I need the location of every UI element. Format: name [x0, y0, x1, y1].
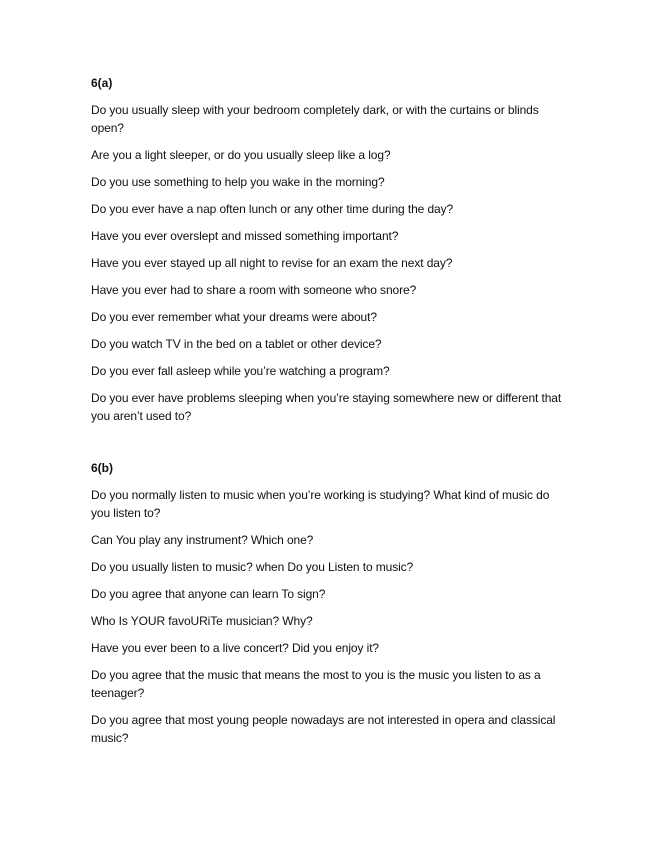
section-6a: [91, 74, 571, 434]
question-item: Do you ever have problems sleeping when you’re staying somewhere new or different that you aren’t used to?: [91, 391, 562, 423]
question-item: Do you agree that most young people nowadays are not interested in opera and classical music?: [91, 713, 556, 745]
question-item: Have you ever overslept and missed something important?: [91, 229, 399, 243]
question-item: Do you usually listen to music? when Do you Listen to music?: [91, 560, 414, 574]
question-item: Do you use something to help you wake in the morning?: [91, 175, 385, 189]
question-item: Have you ever had to share a room with someone who snore?: [91, 283, 417, 297]
question-item: Do you ever remember what your dreams were about?: [91, 310, 377, 324]
question-item: Do you usually sleep with your bedroom completely dark, or with the curtains or blinds open?: [91, 103, 539, 135]
question-item: Can You play any instrument? Which one?: [91, 533, 314, 547]
question-item: Are you a light sleeper, or do you usually sleep like a log?: [91, 148, 391, 162]
section-6b: [91, 459, 571, 756]
section-heading: 6(a): [91, 76, 113, 90]
question-item: Do you ever have a nap often lunch or any other time during the day?: [91, 202, 454, 216]
question-item: Who Is YOUR favoURiTe musician? Why?: [91, 614, 313, 628]
question-item: Do you agree that the music that means the most to you is the music you listen to as a teenager?: [91, 668, 541, 700]
question-item: Have you ever stayed up all night to revise for an exam the next day?: [91, 256, 453, 270]
question-item: Do you normally listen to music when you’re working is studying? What kind of music do you listen to?: [91, 488, 550, 520]
question-item: Do you agree that anyone can learn To sign?: [91, 587, 326, 601]
question-item: Have you ever been to a live concert? Did you enjoy it?: [91, 641, 380, 655]
question-item: Do you ever fall asleep while you’re watching a program?: [91, 364, 390, 378]
question-item: Do you watch TV in the bed on a tablet or other device?: [91, 337, 382, 351]
section-heading: 6(b): [91, 461, 113, 475]
